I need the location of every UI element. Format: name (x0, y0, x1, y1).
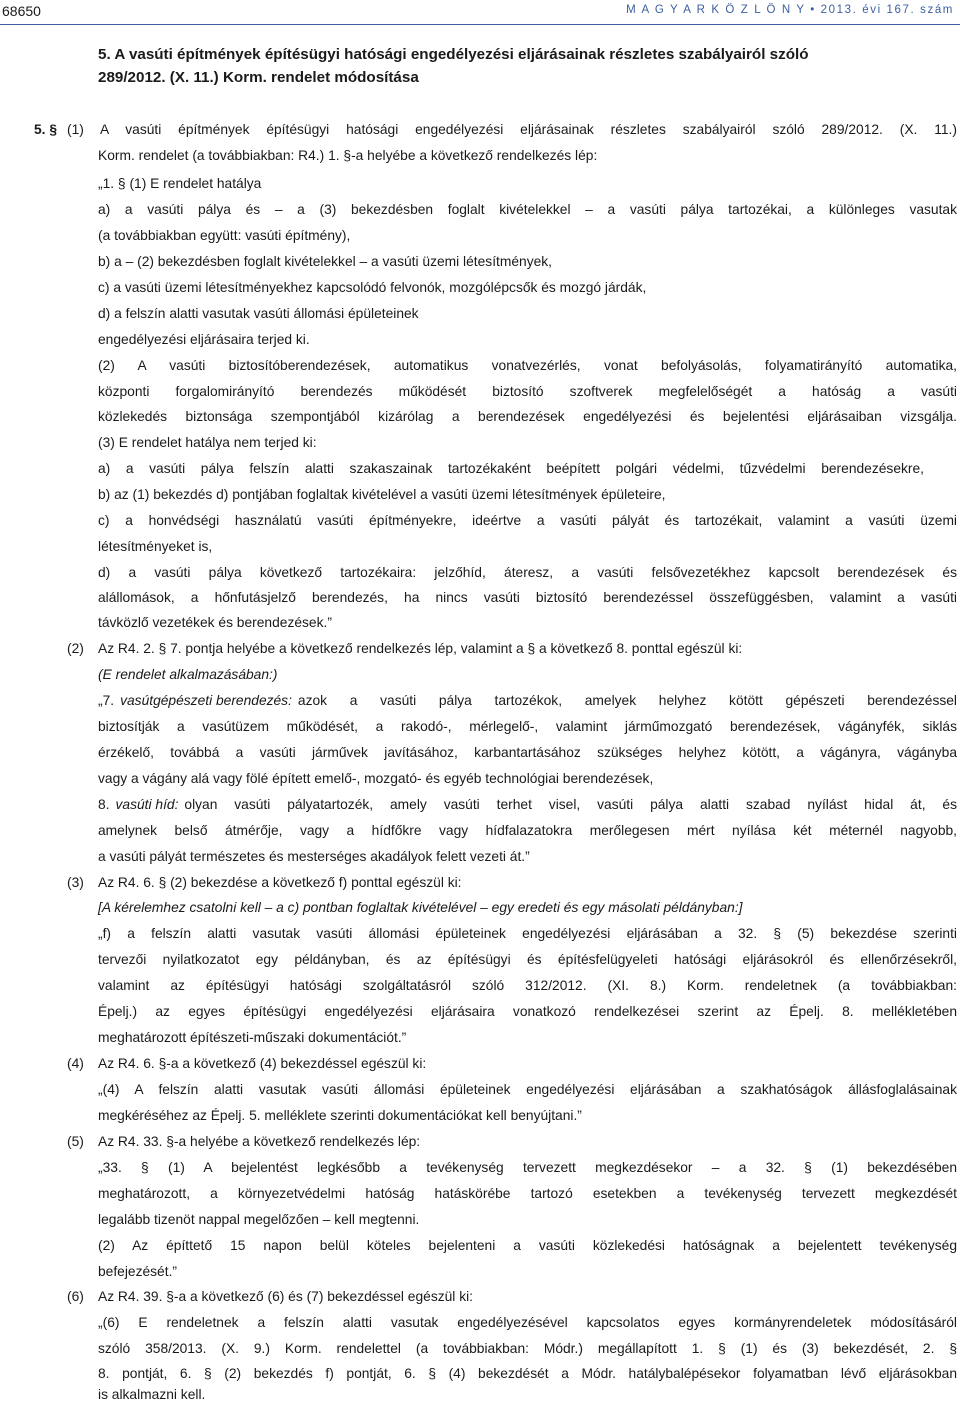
running-title: M A G Y A R K Ö Z L Ö N Y • 2013. évi 167. szám (626, 4, 954, 16)
section-title-line-1: 5. A vasúti építmények építésügyi hatósági engedélyezési eljárásainak részletes szabályairól szóló (98, 46, 809, 63)
text-line: Épelj.) az egyes építésügyi engedélyezési eljárásaira vonatkozó rendelkezései szerint az Épelj. 8. mellékletében (98, 1004, 957, 1019)
term-italic: vasútgépészeti berendezés: (120, 693, 292, 708)
text-line: d) a felszín alatti vasutak vasúti állomási épületeinek (98, 306, 419, 321)
text-line: távközlő vezetékek és berendezések.” (98, 615, 332, 630)
text-line: közlekedés biztonsága szempontjából kizárólag a berendezések engedélyezési és bejelentési eljárásaiban vizsgálja. (98, 409, 957, 424)
term-italic: vasúti híd: (115, 797, 179, 812)
text-line: c) a honvédségi használatú vasúti építményekre, ideértve a vasúti pályát és tartozékait, valamint a vasúti üzemi (98, 513, 957, 528)
text-line: [A kérelemhez csatolni kell – a c) pontban foglaltak kivételével – egy eredeti és egy másolati példányban:] (98, 900, 743, 915)
text-line: b) a – (2) bekezdésben foglalt kivételekkel – a vasúti üzemi létesítmények, (98, 254, 552, 269)
text-line: a vasúti pályát természetes és mesterséges akadályok felett vezeti át.” (98, 849, 530, 864)
text-line: biztosítják a vasútüzem működését, a rakodó-, mérlegelő-, valamint járműmozgató berendezések, vágányfék, siklás (98, 719, 957, 734)
text-line: (1) A vasúti építmények építésügyi hatósági engedélyezési eljárásainak részletes szabályairól szóló 289/2012. (X. 11.) (67, 122, 957, 137)
text-line: Az R4. 2. § 7. pontja helyébe a következő rendelkezés lép, valamint a § a következő 8. ponttal egészül ki: (98, 641, 743, 656)
paragraph-number: (4) (67, 1056, 84, 1071)
text-line: Az R4. 33. §-a helyébe a következő rendelkezés lép: (98, 1134, 421, 1149)
paragraph-number: (3) (67, 875, 84, 890)
text-line: szóló 358/2013. (X. 9.) Korm. rendelettel (a továbbiakban: Módr.) megállapított 1. § (1) és (3) bekezdését, 2. § (98, 1341, 957, 1356)
text-span: „7. (98, 693, 115, 708)
page-number: 68650 (2, 3, 41, 19)
text-line: „(4) A felszín alatti vasutak vasúti állomási épületeinek engedélyezési eljárásában a szakhatóságok állásfoglalásainak (98, 1082, 957, 1097)
text-line: (E rendelet alkalmazásában:) (98, 667, 278, 682)
text-line (98, 794, 957, 816)
text-line: (a továbbiakban együtt: vasúti építmény), (98, 228, 351, 243)
text-line: 8. pontját, 6. § (2) bekezdés f) pontját, 6. § (4) bekezdését a Módr. hatálybalépésekor folyamatban lévő eljárásokban (98, 1366, 957, 1381)
text-line: meghatározott építészeti-műszaki dokumentációt.” (98, 1030, 407, 1045)
text-line: megkéréséhez az Épelj. 5. melléklete szerinti dokumentációkat kell benyújtani.” (98, 1108, 582, 1123)
paragraph-number: (6) (67, 1289, 84, 1304)
text-line: alállomások, a hőnfutásjelző berendezés, ha nincs vasúti biztosító berendezéssel összefüggésben, valamint a vasúti (98, 590, 957, 605)
text-line: valamint az építésügyi hatósági szolgáltatásról szóló 312/2012. (XI. 8.) Korm. rendeletnek (a továbbiakban: (98, 978, 957, 993)
text-line: is alkalmazni kell. (98, 1387, 206, 1402)
text-span: azok a vasúti pálya tartozékok, amelyek helyhez kötött gépészeti berendezéssel (297, 693, 957, 708)
text-line: engedélyezési eljárásaira terjed ki. (98, 332, 310, 347)
text-line: Az R4. 39. §-a a következő (6) és (7) bekezdéssel egészül ki: (98, 1289, 473, 1304)
text-line: a) a vasúti pálya felszín alatti szakaszainak tartozékaként beépített polgári védelmi, tűzvédelmi berendezésekre, (98, 461, 924, 476)
text-span: 8. (98, 797, 110, 812)
text-line: (3) E rendelet hatálya nem terjed ki: (98, 435, 317, 450)
header-rule (0, 24, 960, 25)
text-line: „1. § (1) E rendelet hatálya (98, 176, 262, 191)
section-title (98, 44, 938, 89)
text-line: „(6) E rendeletnek a felszín alatti vasutak engedélyezésével kapcsolatos egyes kormányrendeletek módosításáról (98, 1315, 957, 1330)
text-span: olyan vasúti pályatartozék, amely vasúti terhet visel, vasúti pálya alatti szabad nyílást hidal át, és (184, 797, 957, 812)
text-line: Az R4. 6. §-a a következő (4) bekezdéssel egészül ki: (98, 1056, 427, 1071)
text-line: c) a vasúti üzemi létesítményekhez kapcsolódó felvonók, mozgólépcsők és mozgó járdák, (98, 280, 647, 295)
article-number: 5. § (34, 122, 58, 137)
section-title-line-2: 289/2012. (X. 11.) Korm. rendelet módosítása (98, 68, 419, 86)
text-line (98, 690, 957, 712)
text-line: „f) a felszín alatti vasutak vasúti állomási épületeinek engedélyezési eljárásában a 32. § (5) bekezdése szerinti (98, 926, 957, 941)
text-line: (2) A vasúti biztosítóberendezések, automatikus vonatvezérlés, vonat befolyásolás, folyamatirányító automatika, (98, 358, 957, 373)
text-line: a) a vasúti pálya és – a (3) bekezdésben foglalt kivételekkel – a vasúti pálya tartozékai, a különleges vasutak (98, 202, 957, 217)
paragraph-number: (2) (67, 641, 84, 656)
text-line: Korm. rendelet (a továbbiakban: R4.) 1. §-a helyébe a következő rendelkezés lép: (98, 148, 598, 163)
text-line: központi forgalomirányító berendezés működését biztosító szoftverek megfelelőségét a hatóság a vasúti (98, 384, 957, 399)
text-line: érzékelő, továbbá a vasúti járművek javításához, karbantartásához szükséges helyhez kötött, a vágányra, vágányba (98, 745, 957, 760)
text-line: meghatározott, a környezetvédelmi hatóság hatáskörébe tartozó esetekben a tevékenység tervezett megkezdését (98, 1186, 957, 1201)
page-header (0, 0, 960, 30)
text-line: tervezői nyilatkozatot egy példányban, és az építésügyi és építésfelügyeleti hatósági eljárásokról és ellenőrzésekről, (98, 952, 957, 967)
text-line: legalább tizenöt nappal megelőzően – kell megtenni. (98, 1212, 420, 1227)
text-line: „33. § (1) A bejelentést legkésőbb a tevékenység tervezett megkezdésekor – a 32. § (1) bekezdésében (98, 1160, 957, 1175)
text-line: (2) Az építtető 15 napon belül köteles bejelenteni a vasúti közlekedési hatóságnak a bejelentett tevékenység (98, 1238, 957, 1253)
text-line: vagy a vágány alá vagy fölé épített emelő-, mozgató- és egyéb technológiai berendezések, (98, 771, 654, 786)
text-line: befejezését.” (98, 1264, 177, 1279)
text-line: Az R4. 6. § (2) bekezdése a következő f) ponttal egészül ki: (98, 875, 462, 890)
text-line: létesítményeket is, (98, 539, 213, 554)
text-line: b) az (1) bekezdés d) pontjában foglaltak kivételével a vasúti üzemi létesítmények épületeire, (98, 487, 666, 502)
text-line: d) a vasúti pálya következő tartozékaira: jelzőhíd, áteresz, a vasúti felsővezetékhez kapcsolt berendezések és (98, 565, 957, 580)
text-line: amelynek belső átmérője, vagy a hídfőkre vagy hídfalazatokra merőlegesen mért nyílása két méternél nagyobb, (98, 823, 957, 838)
paragraph-number: (5) (67, 1134, 84, 1149)
